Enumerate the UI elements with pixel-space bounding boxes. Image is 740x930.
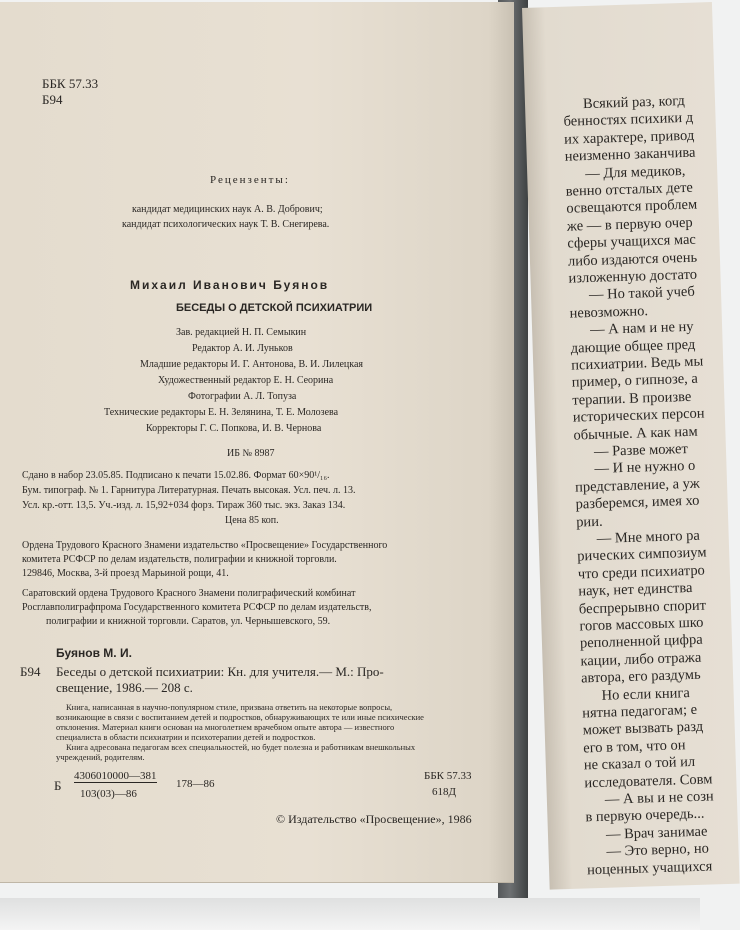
right-page-line: разберемся, имея хо xyxy=(575,492,700,513)
ib-number: ИБ № 8987 xyxy=(227,448,275,459)
right-page-line: исторических персон xyxy=(572,405,705,426)
right-page-line: что среди психиатро xyxy=(577,562,706,583)
bbk-code: ББК 57.33 xyxy=(42,76,99,91)
catalog-code: Б94 xyxy=(20,664,41,679)
formula-prefix: Б xyxy=(54,778,62,793)
right-page-line: автора, его раздумь xyxy=(580,666,701,687)
annotation-line: специалиста в области психиатрии и психотерапии детей и подростков. xyxy=(56,732,316,742)
right-page-line: же — в первую очер xyxy=(566,214,693,235)
right-page-line: нятна педагогам; е xyxy=(581,701,698,722)
reviewers-heading: Рецензенты: xyxy=(210,174,290,186)
right-page-line: психиатрии. Ведь мы xyxy=(571,353,704,374)
print-info-line: Бум. типограф. № 1. Гарнитура Литературная. Печать высокая. Усл. печ. л. 13. xyxy=(22,485,356,496)
price: Цена 85 коп. xyxy=(225,515,279,526)
right-page-line: невозможно. xyxy=(569,302,649,322)
right-page-line: — Это верно, но xyxy=(606,840,710,860)
right-page-line: — Мне много ра xyxy=(596,527,701,547)
annotation-line: Книга, написанная в научно-популярном стиле, призвана ответить на некоторые вопросы, xyxy=(66,702,393,712)
bbk-bottom: ББК 57.33 xyxy=(424,770,472,782)
right-page-line: рических симпозиум xyxy=(577,544,707,565)
right-page-line: — Разве может xyxy=(593,441,689,460)
credit-line: Зав. редакцией Н. П. Семыкин xyxy=(176,327,307,338)
author-name: Михаил Иванович Буянов xyxy=(130,278,330,292)
print-info-line: Сдано в набор 23.05.85. Подписано к печати 15.02.86. Формат 60×90¹/₁₆. xyxy=(22,470,330,481)
right-page-line: обычные. А как нам xyxy=(573,423,698,444)
right-page-line: Всякий раз, когд xyxy=(582,92,686,113)
right-page-line: в первую очередь... xyxy=(585,806,705,826)
credit-line: Фотографии А. Л. Топуза xyxy=(188,391,297,402)
right-page-line: сферы учащихся мас xyxy=(567,231,697,252)
right-page-line: кации, либо отража xyxy=(580,649,702,670)
right-page-line: может вызвать разд xyxy=(582,719,704,739)
author-mark: Б94 xyxy=(42,92,63,107)
copyright: © Издательство «Просвещение», 1986 xyxy=(276,812,472,826)
annotation-line: возникающие в связи с воспитанием детей и подростков, обнаруживающих те или иные психические xyxy=(56,712,424,722)
reviewer-line: кандидат психологических наук Т. В. Снегирева. xyxy=(122,219,330,230)
right-page-line: либо издаются очень xyxy=(567,249,698,270)
publisher-line: Ордена Трудового Красного Знамени издательство «Просвещение» Государственного xyxy=(22,540,388,551)
annotation-line: Книга адресована педагогам всех специальностей, но будет полезна и работникам внешкольных xyxy=(66,742,416,752)
right-page-line: — А нам и не ну xyxy=(589,318,694,339)
right-page-line: — И не нужно о xyxy=(594,458,696,478)
right-page-line: рии. xyxy=(575,513,603,531)
right-page-line: — Но такой учеб xyxy=(588,284,695,304)
credit-line: Корректоры Г. С. Попкова, И. В. Чернова xyxy=(146,423,322,434)
publisher-line: комитета РСФСР по делам издательств, полиграфии и книжной торговли. xyxy=(22,554,337,565)
right-page-line: терапии. В произве xyxy=(572,388,692,409)
annotation-line: учреждений, родителям. xyxy=(56,752,145,762)
right-page-line: освещаются проблем xyxy=(566,196,698,218)
right-page-line: гогов массовых шко xyxy=(579,614,704,635)
right-page-line: его в том, что он xyxy=(583,737,686,757)
formula-numerator: 4306010000—381 xyxy=(74,770,157,782)
right-page-line: пример, о гипнозе, а xyxy=(571,371,699,392)
right-page-line: ноценных учащихся xyxy=(586,858,713,878)
right-page-line: неизменно заканчива xyxy=(564,144,696,165)
right-page-line: венно отсталых дете xyxy=(565,179,694,200)
right-page-line: их характере, привод xyxy=(563,127,695,148)
right-page-line: — А вы и не созн xyxy=(604,788,714,808)
right-page-line: представление, а уж xyxy=(574,475,700,496)
right-page-line: — Для медиков, xyxy=(584,162,686,182)
right-page-line: дающие общее пред xyxy=(570,336,696,357)
right-page-line: беспрерывно спорит xyxy=(578,597,707,618)
catalog-title-line: Беседы о детской психиатрии: Кн. для учителя.— М.: Про- xyxy=(56,664,384,679)
credit-line: Художественный редактор Е. Н. Сеорина xyxy=(158,375,334,386)
annotation-line: отклонения. Материал книги основан на многолетнем врачебном опыте автора — известного xyxy=(56,722,395,732)
printer-line: полиграфии и книжной торговли. Саратов, ул. Чернышевского, 59. xyxy=(46,616,331,627)
credit-line: Редактор А. И. Луньков xyxy=(192,343,293,354)
formula-suffix: 178—86 xyxy=(176,778,215,790)
right-page-line: изложенную достато xyxy=(568,266,698,287)
print-info-line: Усл. кр.-отт. 13,5. Уч.-изд. л. 15,92+034 форз. Тираж 360 тыс. экз. Заказ 134. xyxy=(22,500,346,511)
right-page-line: — Врач занимае xyxy=(605,823,708,843)
book-title: БЕСЕДЫ О ДЕТСКОЙ ПСИХИАТРИИ xyxy=(176,302,373,314)
publisher-line: 129846, Москва, 3-й проезд Марьиной рощи, 41. xyxy=(22,568,229,579)
right-page-line: не сказал о той ил xyxy=(583,754,696,774)
left-page xyxy=(0,2,514,883)
printer-line: Саратовский ордена Трудового Красного Знамени полиграфический комбинат xyxy=(22,588,356,599)
catalog-author: Буянов М. И. xyxy=(56,646,132,660)
printer-line: Росглавполиграфпрома Государственного комитета РСФСР по делам издательств, xyxy=(22,602,372,613)
credit-line: Технические редакторы Е. Н. Зелянина, Т. Е. Молозева xyxy=(104,407,339,418)
catalog-title-line: свещение, 1986.— 208 с. xyxy=(56,680,193,695)
formula-denominator: 103(03)—86 xyxy=(80,788,137,800)
code-618: 618Д xyxy=(432,786,457,798)
right-page-line: реполненной цифра xyxy=(579,632,703,652)
right-page-line: исследователя. Совм xyxy=(584,770,713,792)
right-page-line: Но если книга xyxy=(601,684,690,704)
right-page-line: бенностях психики д xyxy=(563,110,694,131)
book-bottom-edge xyxy=(0,898,700,930)
right-page-text xyxy=(522,2,714,878)
right-page xyxy=(522,2,740,890)
credit-line: Младшие редакторы И. Г. Антонова, В. И. Лилецкая xyxy=(140,359,364,370)
reviewer-line: кандидат медицинских наук А. В. Добрович; xyxy=(132,204,323,215)
right-page-line: наук, нет единства xyxy=(578,580,693,600)
